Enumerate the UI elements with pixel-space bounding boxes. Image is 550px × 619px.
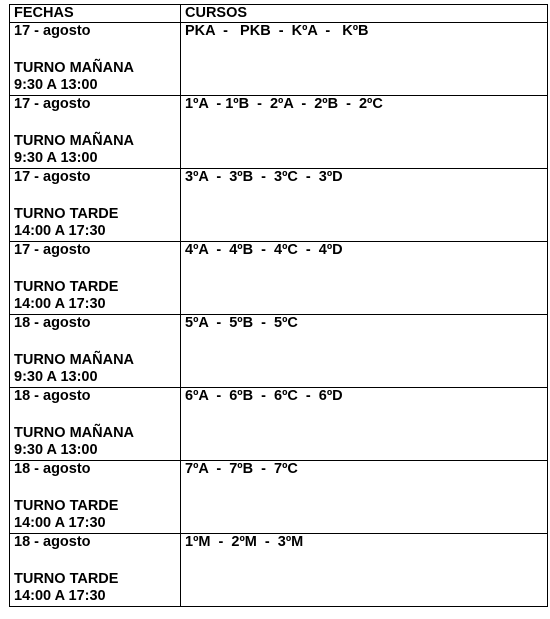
date-cell xyxy=(10,388,181,461)
courses-cell xyxy=(181,388,548,461)
date-cell xyxy=(10,242,181,315)
date-text: 17 - agosto xyxy=(14,96,91,112)
courses-cell xyxy=(181,315,548,388)
date-text: 18 - agosto xyxy=(14,461,91,477)
table-row xyxy=(10,242,548,315)
shift-text: TURNO TARDE xyxy=(14,279,119,295)
time-text: 9:30 A 13:00 xyxy=(14,77,98,93)
courses-text: 7ºA - 7ºB - 7ºC xyxy=(185,461,298,477)
table-row xyxy=(10,534,548,607)
courses-cell xyxy=(181,242,548,315)
date-cell xyxy=(10,534,181,607)
time-text: 14:00 A 17:30 xyxy=(14,515,106,531)
date-cell xyxy=(10,169,181,242)
courses-text: 3ºA - 3ºB - 3ºC - 3ºD xyxy=(185,169,343,185)
shift-text: TURNO MAÑANA xyxy=(14,425,135,441)
date-cell xyxy=(10,315,181,388)
shift-text: TURNO MAÑANA xyxy=(14,133,135,149)
date-text: 18 - agosto xyxy=(14,534,91,550)
time-text: 9:30 A 13:00 xyxy=(14,150,98,166)
date-text: 18 - agosto xyxy=(14,315,91,331)
time-text: 14:00 A 17:30 xyxy=(14,223,106,239)
table-row xyxy=(10,388,548,461)
courses-cell xyxy=(181,169,548,242)
courses-cell xyxy=(181,23,548,96)
courses-cell xyxy=(181,461,548,534)
shift-text: TURNO MAÑANA xyxy=(14,352,135,368)
shift-text: TURNO TARDE xyxy=(14,571,119,587)
courses-text: PKA - PKB - KºA - KºB xyxy=(185,23,369,39)
time-text: 14:00 A 17:30 xyxy=(14,296,106,312)
time-text: 9:30 A 13:00 xyxy=(14,442,98,458)
shift-text: TURNO MAÑANA xyxy=(14,60,135,76)
shift-text: TURNO TARDE xyxy=(14,206,119,222)
courses-text: 1ºM - 2ºM - 3ºM xyxy=(185,534,304,550)
time-text: 9:30 A 13:00 xyxy=(14,369,98,385)
table-row xyxy=(10,169,548,242)
courses-cell xyxy=(181,534,548,607)
table-row xyxy=(10,315,548,388)
courses-cell xyxy=(181,96,548,169)
courses-text: 6ºA - 6ºB - 6ºC - 6ºD xyxy=(185,388,343,404)
date-text: 17 - agosto xyxy=(14,242,91,258)
date-text: 17 - agosto xyxy=(14,169,91,185)
date-text: 18 - agosto xyxy=(14,388,91,404)
table-row xyxy=(10,23,548,96)
shift-text: TURNO TARDE xyxy=(14,498,119,514)
header-row xyxy=(10,5,548,23)
date-cell xyxy=(10,96,181,169)
header-cursos: CURSOS xyxy=(181,5,548,23)
date-cell xyxy=(10,461,181,534)
date-cell xyxy=(10,23,181,96)
schedule-table xyxy=(9,4,548,607)
time-text: 14:00 A 17:30 xyxy=(14,588,106,604)
courses-text: 5ºA - 5ºB - 5ºC xyxy=(185,315,298,331)
date-text: 17 - agosto xyxy=(14,23,91,39)
table-row xyxy=(10,96,548,169)
courses-text: 4ºA - 4ºB - 4ºC - 4ºD xyxy=(185,242,343,258)
courses-text: 1ºA - 1ºB - 2ºA - 2ºB - 2ºC xyxy=(185,96,383,112)
header-fechas: FECHAS xyxy=(10,5,181,23)
table-row xyxy=(10,461,548,534)
